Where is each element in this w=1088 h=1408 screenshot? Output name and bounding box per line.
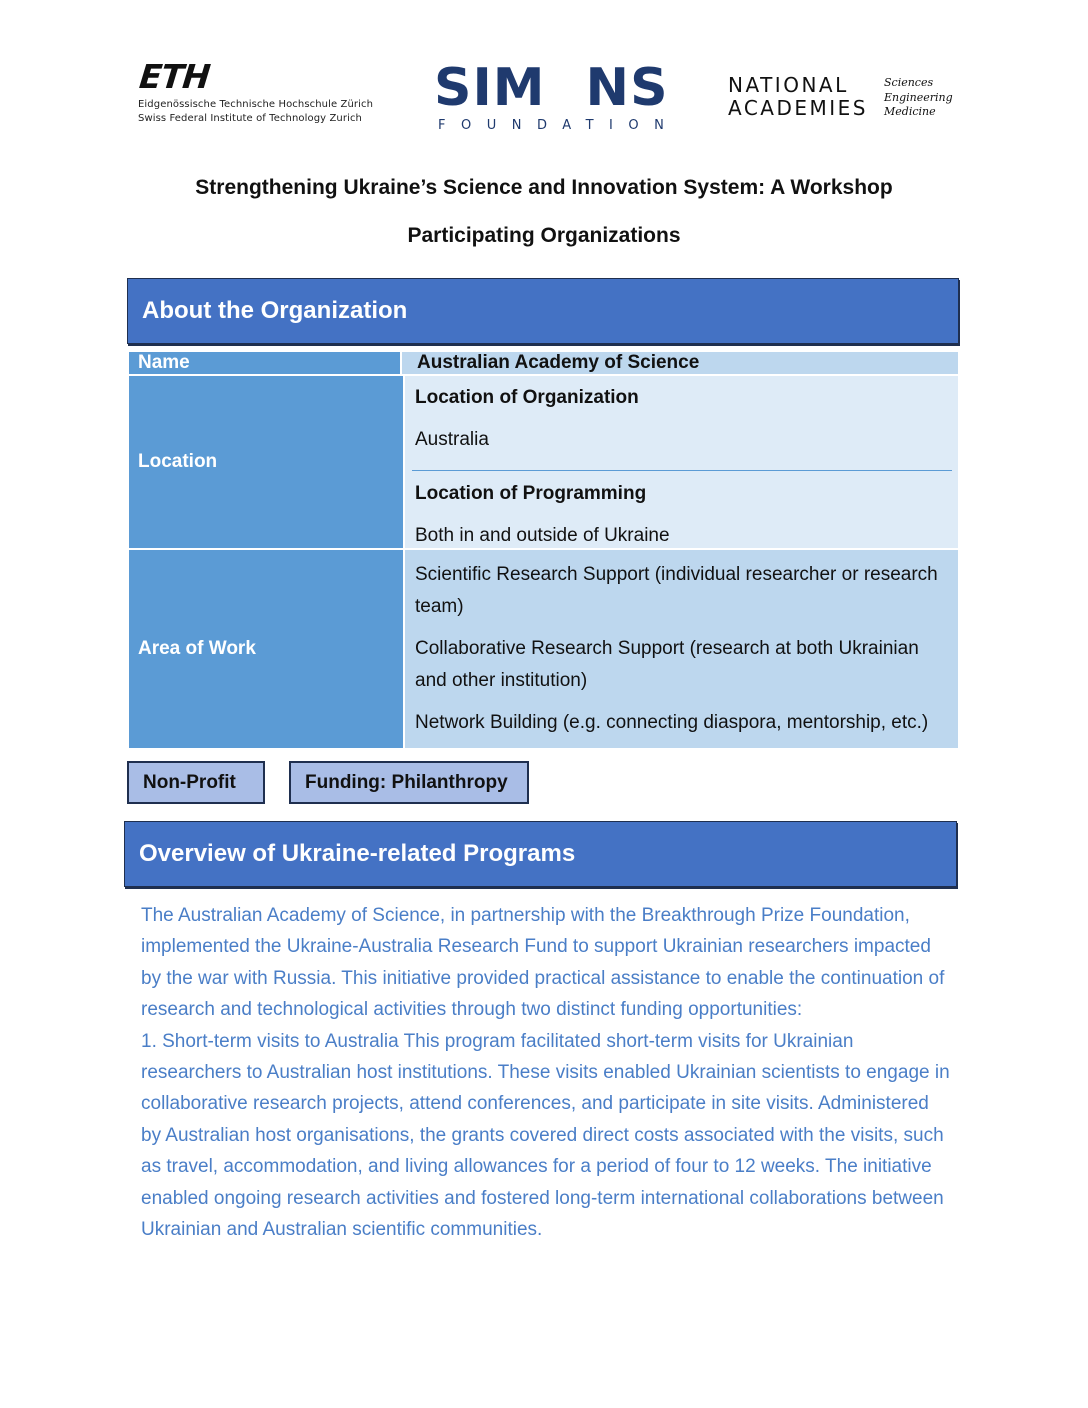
eth-logo-mark: ETH [137, 57, 212, 96]
overview-body [141, 900, 951, 1245]
area-of-work-item: Network Building (e.g. connecting diaspora, mentorship, etc.) [415, 712, 929, 733]
eth-logo-line-2: Swiss Federal Institute of Technology Zurich [138, 113, 362, 124]
logo-bar [0, 0, 1088, 150]
simons-foundation-logo [434, 60, 680, 133]
area-of-work-item: Scientific Research Support (individual researcher or research team) [415, 564, 938, 617]
area-of-work-label: Area of Work [129, 550, 405, 748]
location-organization-heading: Location of Organization [415, 387, 639, 408]
overview-programs-header: Overview of Ukraine-related Programs [124, 821, 957, 887]
location-divider [412, 470, 952, 471]
area-of-work-item: Collaborative Research Support (research at both Ukrainian and other institution) [415, 638, 919, 691]
location-value [405, 376, 958, 548]
organization-info-table [129, 352, 958, 748]
name-label: Name [129, 352, 402, 374]
location-organization-value: Australia [415, 429, 489, 450]
national-academies-disciplines: Sciences Engineering Medicine [884, 76, 953, 118]
page-title: Strengthening Ukraine’s Science and Innovation System: A Workshop [195, 176, 893, 199]
national-academies-wordmark: NATIONAL ACADEMIES [728, 73, 868, 120]
funding-badge: Funding: Philanthropy [289, 761, 529, 804]
table-row-location [129, 374, 958, 548]
simons-logo-word: SIM NS [434, 58, 669, 118]
eth-logo-line-1: Eidgenössische Technische Hochschule Zürich [138, 99, 374, 110]
overview-paragraph-1: The Australian Academy of Science, in partnership with the Breakthrough Prize Foundation, implemented the Ukraine-Australia Research Fund to support Ukrainian researchers impacted by the war with Russia. This initiative provided practical assistance to enable the continuation of research and technological activities through two distinct funding opportunities: [141, 905, 945, 1021]
area-of-work-value [405, 550, 958, 748]
location-programming-value: Both in and outside of Ukraine [415, 525, 670, 546]
page-subtitle: Participating Organizations [407, 224, 681, 247]
location-programming-heading: Location of Programming [415, 483, 647, 504]
location-label: Location [129, 376, 405, 548]
nonprofit-badge: Non-Profit [127, 761, 265, 804]
table-row-name [129, 352, 958, 374]
eth-logo [137, 57, 374, 126]
overview-paragraph-2: 1. Short-term visits to Australia This program facilitated short-term visits for Ukrainian researchers to Australian host institutions. These visits enabled Ukrainian scientists to engage in collaborative research projects, attend conferences, and participate in site visits. Administered by Australian host organisations, the grants covered direct costs associated with the visits, such as travel, accommodation, and living allowances for a period of four to 12 weeks. The initiative enabled ongoing research activities and fostered long-term international collaborations between Ukrainian and Australian scientific communities. [141, 1030, 950, 1241]
name-value: Australian Academy of Science [402, 352, 958, 374]
simons-logo-subtitle: FOUNDATION [438, 118, 680, 133]
about-organization-header: About the Organization [127, 278, 959, 344]
table-row-area-of-work [129, 548, 958, 748]
